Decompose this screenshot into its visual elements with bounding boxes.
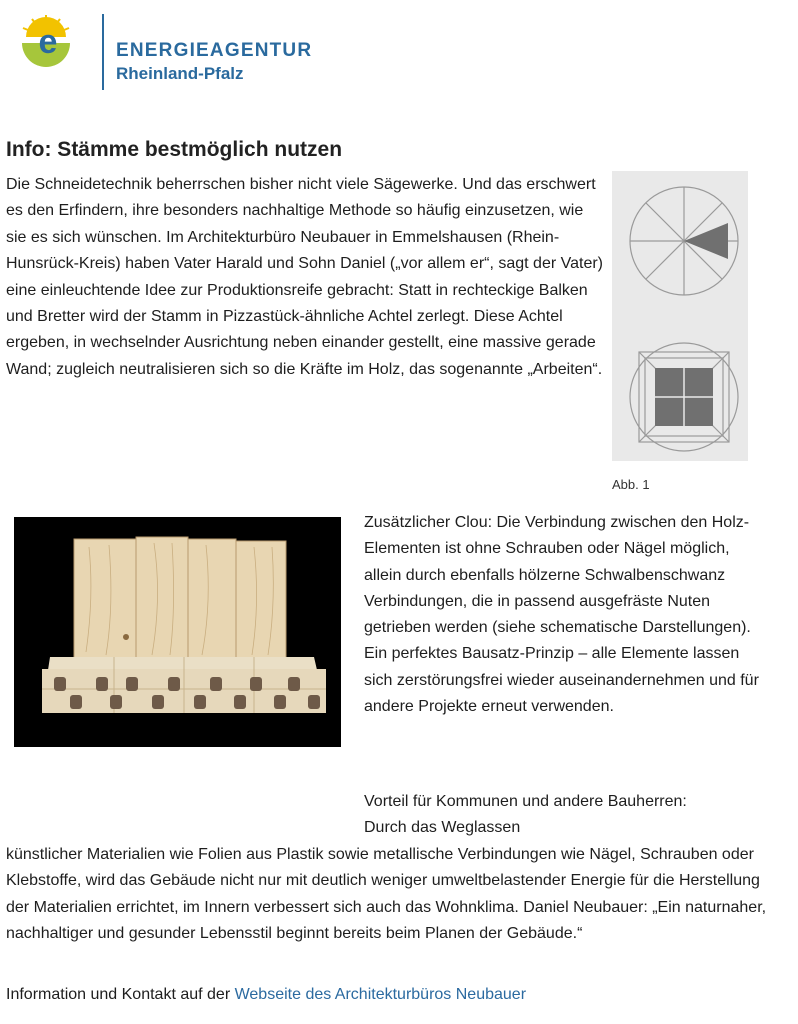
energieagentur-logo-icon[interactable] [18,13,74,69]
paragraph-advantage-start: Vorteil für Kommunen und andere Bauherren: Durch das Weglassen [364,793,687,837]
paragraph-intro: Die Schneidetechnik beherrschen bisher nicht viele Sägewerke. Und das erschwert es den Erfindern, ihre besonders nachhaltige Methode so häufig einzusetzen, wie sie es sich wünschen. Im Architekturbüro Neubauer in Emmelshausen (Rhein-Hunsrück-Kreis) haben Vater Harald und Sohn Daniel („vor allem er“, sagt der Vater) eine einleuchtende Idee zur Produktionsreife gebracht: Statt in rechteckige Balken und Bretter wird der Stamm in Pizzastück-ähnliche Achtel zerlegt. Diese Achtel ergeben, in wechselnder Ausrichtung neben einander gestellt, eine massive gerade Wand; zugleich neutralisieren sich so die Kräfte im Holz, das sogenannte „Arbeiten“. [6,176,603,378]
brand-name: ENERGIEAGENTUR [116,40,313,61]
site-header [16,12,416,90]
svg-text:e: e [38,23,58,61]
log-cut-diagram [612,171,748,461]
wood-wall-photo [14,517,341,747]
architect-website-link[interactable]: Webseite des Architekturbüros Neubauer [234,986,527,1003]
article-title: Info: Stämme bestmöglich nutzen [6,138,343,161]
paragraph-connection: Zusätzlicher Clou: Die Verbindung zwischen den Holz-Elementen ist ohne Schrauben oder Nägel möglich, allein durch ebenfalls hölzerne Schwalbenschwanz Verbindungen, die in passend ausgefräste Nuten getrieben werden (siehe schematische Darstellungen). Ein perfektes Bausatz-Prinzip – alle Elemente lassen sich zerstörungsfrei wieder auseinandernehmen und für andere Projekte erneut verwenden. [364,514,759,716]
wood-elements-image [14,517,341,747]
paragraph-advantage-rest: künstlicher Materialien wie Folien aus Plastik sowie metallische Verbindungen wie Nägel, Schrauben oder Klebstoffe, wird das Gebäude nicht nur mit deutlich weniger umweltbelastender Energie für die Herstellung der Materialien errichtet, im Innern verbessert sich auch das Wohnklima. Daniel Neubauer: „Ein naturnaher, nachhaltiger und gesunder Lebensstil beginnt bereits beim Planen der Gebäude.“ [6,846,767,943]
brand-region: Rheinland-Pfalz [116,64,244,83]
contact-line [6,986,526,1004]
logo-divider [102,14,104,90]
figure-caption: Abb. 1 [612,477,650,492]
schematic-figure [612,171,748,461]
contact-prefix: Information und Kontakt auf der [6,986,235,1003]
